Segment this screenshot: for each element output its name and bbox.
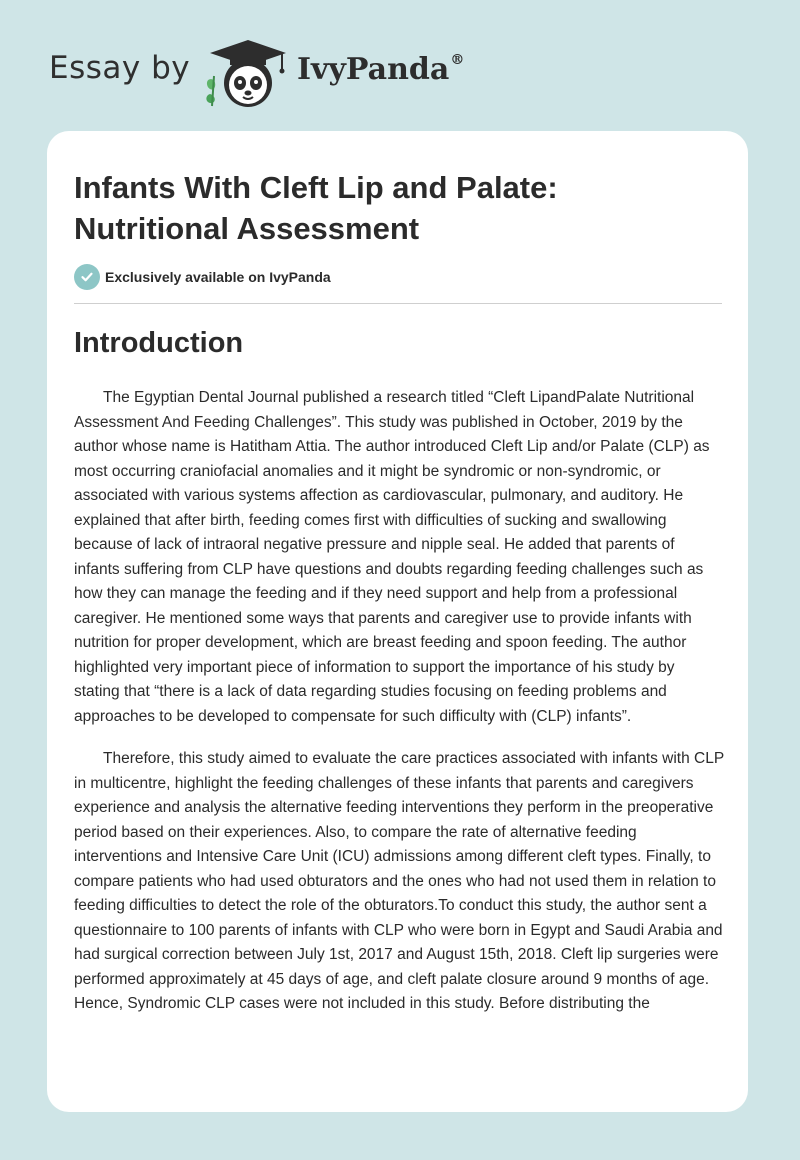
panda-logo-icon[interactable] [200, 36, 292, 110]
essay-title: Infants With Cleft Lip and Palate: Nutritional Assessment [74, 170, 558, 246]
paragraph: The Egyptian Dental Journal published a research titled “Cleft LipandPalate Nutritional Assessment And Feeding Challenges”. This study was published in October, 2019 by the author whose name is Hatitham Attia. The author introduced Cleft Lip and/or Palate (CLP) as most occurring craniofacial anomalies and it might be syndromic or non-syndromic, or associated with various systems affection as cardiovascular, pulmonary, and auditory. He explained that after birth, feeding comes first with difficulties of sucking and swallowing because of lack of intraoral negative pressure and nipple seal. He added that parents of infants suffering from CLP have questions and doubts regarding feeding challenges such as how they can manage the feeding and if they need support and help from a professional caregiver. He mentioned some ways that parents and caregiver use to provide infants with nutrition for proper development, which are breast feeding and spoon feeding. The author highlighted very important piece of information to support the importance of his study by stating that “there is a lack of data regarding studies focusing on feeding problems and approaches to be developed to compensate for such difficulty with (CLP) infants”. [74, 389, 710, 725]
site-header [0, 0, 800, 125]
paragraph: Therefore, this study aimed to evaluate the care practices associated with infants with CLP in multicentre, highlight the feeding challenges of these infants that parents and caregivers experience and analysis the alternative feeding interventions they perform in the preoperative period based on their experiences. Also, to compare the rate of alternative feeding interventions and Intensive Care Unit (ICU) admissions among different cleft types. Finally, to compare patients who had used obturators and the ones who had not used them in relation to feeding difficulties to detect the role of the obturators.To conduct this study, the author sent a questionnaire to 100 parents of infants with CLP who were born in Egypt and Saudi Arabia and had surgical correction between July 1st, 2017 and August 15th, 2018. Cleft lip surgeries were performed approximately at 45 days of age, and cleft palate closure around 9 months of age. Hence, Syndromic CLP cases were not included in this study. Before distributing the [74, 750, 724, 1012]
essay-by-label: Essay by [49, 50, 191, 86]
brand-name: IvyPanda [297, 52, 450, 87]
exclusive-badge-label: Exclusively available on IvyPanda [105, 269, 331, 285]
divider [74, 303, 722, 304]
essay-card [47, 131, 748, 1112]
exclusive-badge [74, 264, 331, 290]
registered-mark: ® [450, 52, 465, 68]
essay-body [74, 386, 724, 1035]
brand-logo[interactable] [297, 52, 464, 87]
section-heading: Introduction [74, 327, 244, 359]
check-circle-icon [74, 264, 100, 290]
